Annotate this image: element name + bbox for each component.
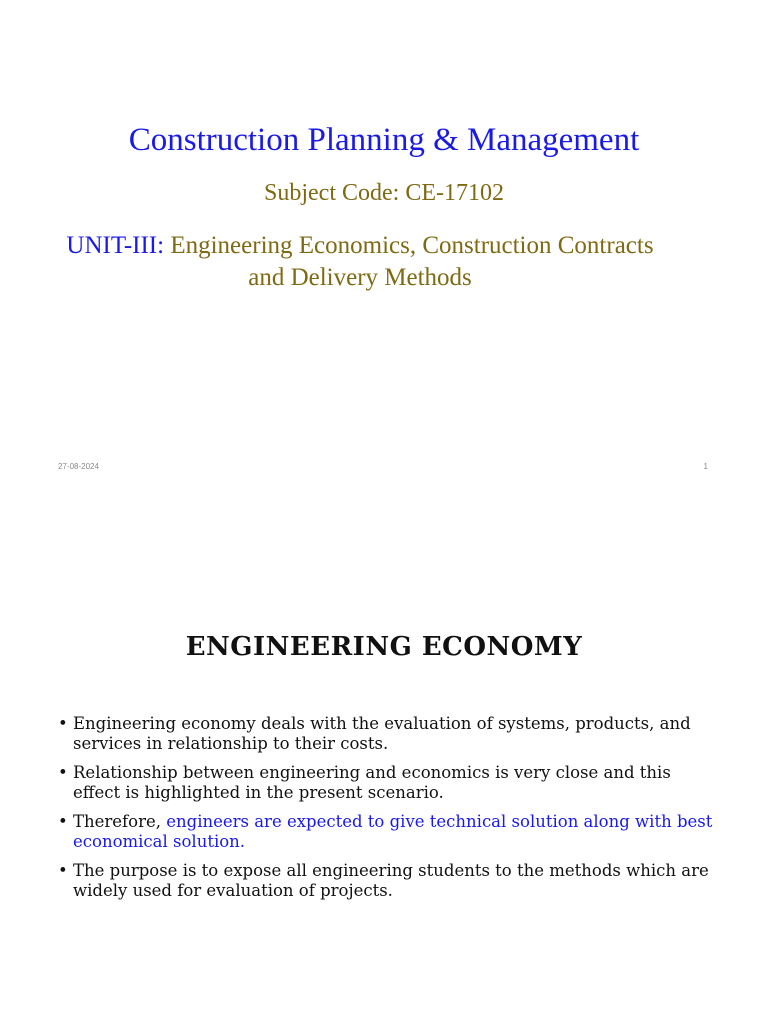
bullet-text: Therefore, bbox=[73, 812, 167, 831]
unit-title bbox=[60, 230, 660, 294]
bullet-item bbox=[58, 763, 718, 803]
bullet-item bbox=[58, 812, 718, 852]
content-slide bbox=[0, 490, 768, 1024]
bullet-highlight-text: engineers are expected to give technical solution along with best economical solution. bbox=[73, 812, 713, 851]
bullet-dot-icon: • bbox=[58, 812, 68, 831]
slide-heading: ENGINEERING ECONOMY bbox=[185, 632, 583, 662]
title-slide bbox=[0, 0, 768, 490]
bullet-item bbox=[58, 714, 718, 754]
bullet-dot-icon: • bbox=[58, 763, 68, 782]
bullet-item bbox=[58, 861, 718, 901]
bullet-text: Engineering economy deals with the evaluation of systems, products, and services in relationship to their costs. bbox=[73, 714, 691, 753]
subject-code: Subject Code: CE-17102 bbox=[264, 180, 504, 206]
bullet-text: Relationship between engineering and economics is very close and this effect is highlighted in the present scenario. bbox=[73, 763, 671, 802]
slide-date: 27-08-2024 bbox=[58, 462, 99, 471]
bullet-dot-icon: • bbox=[58, 714, 68, 733]
slide-page-number: 1 bbox=[703, 462, 708, 471]
bullet-dot-icon: • bbox=[58, 861, 68, 880]
unit-topic: Engineering Economics, Construction Contracts and Delivery Methods bbox=[164, 232, 654, 291]
bullet-list bbox=[58, 714, 718, 910]
presentation-title: Construction Planning & Management bbox=[128, 122, 640, 158]
bullet-text: The purpose is to expose all engineering students to the methods which are widely used for evaluation of projects. bbox=[73, 861, 709, 900]
unit-label: UNIT-III: bbox=[66, 232, 165, 259]
